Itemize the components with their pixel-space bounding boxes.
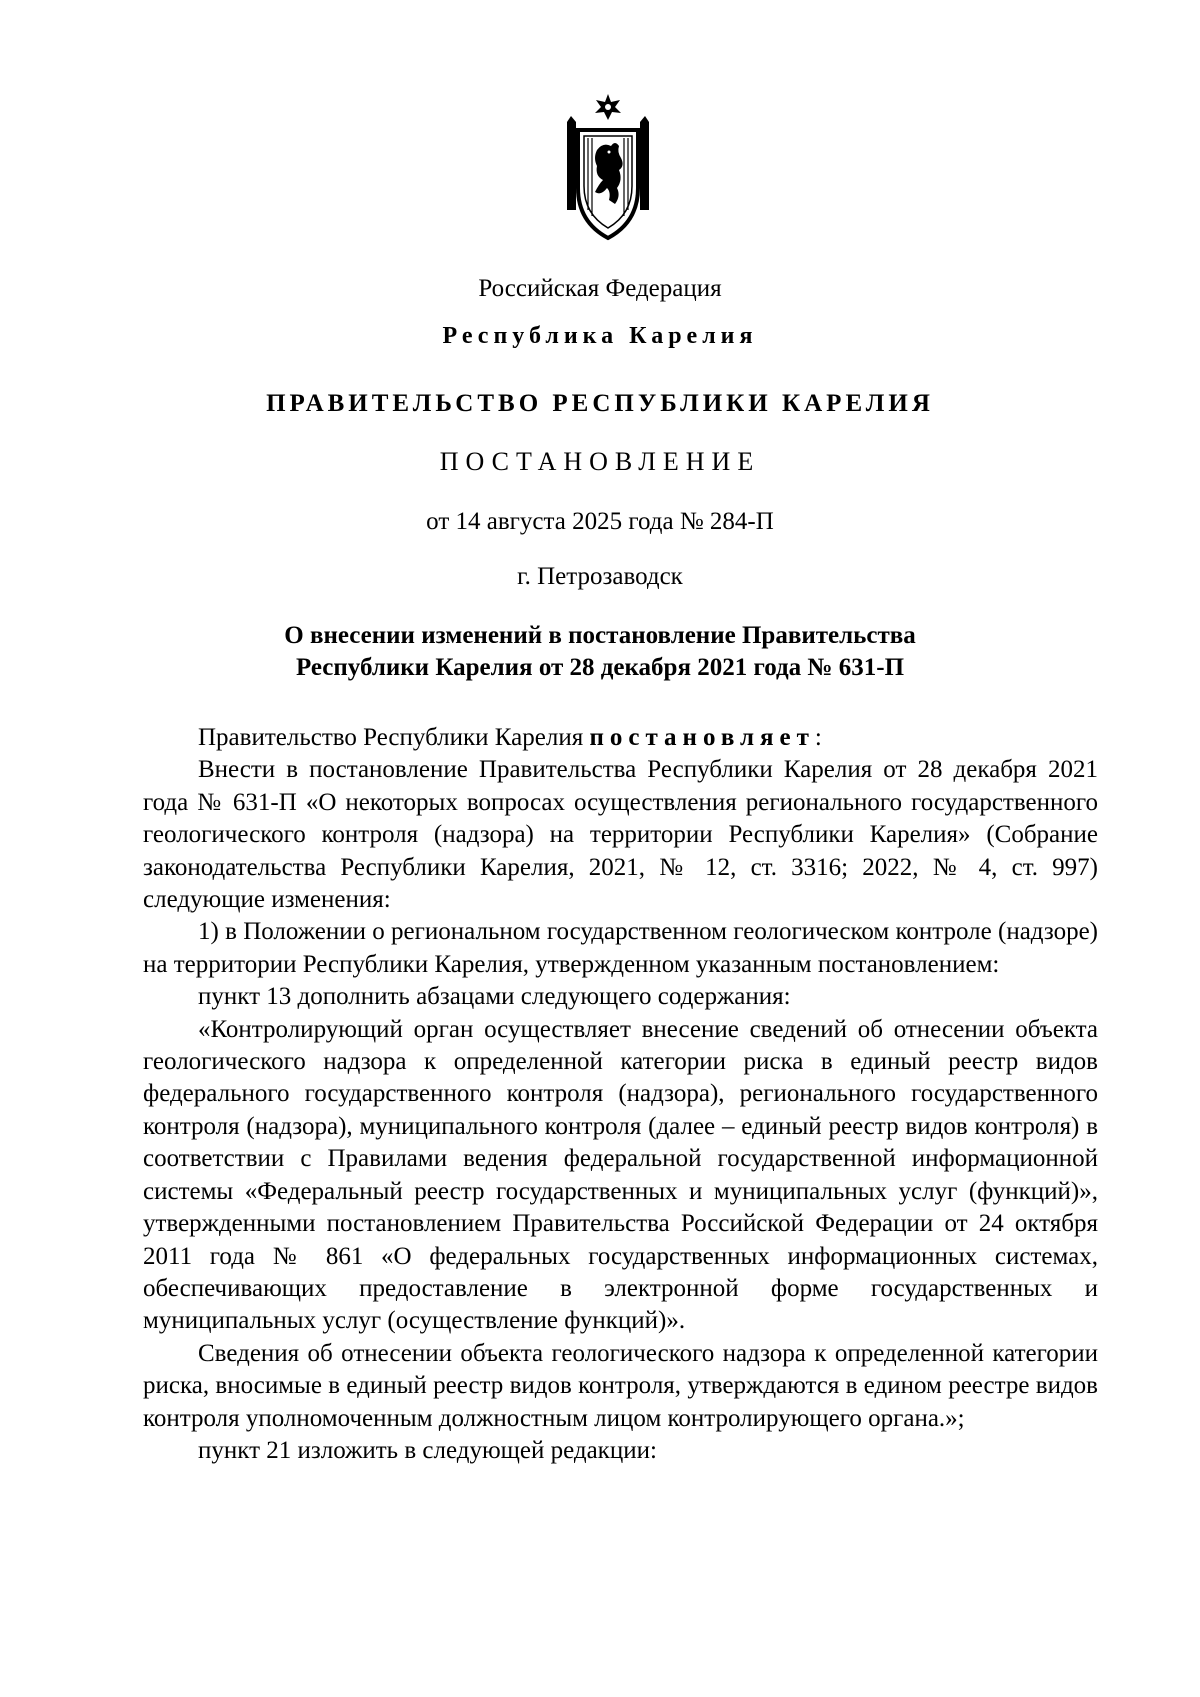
region-name: Республика Карелия	[442, 323, 758, 349]
body-paragraph-3: пункт 13 дополнить абзацами следующего содержания:	[198, 983, 791, 1011]
country-name: Российская Федерация	[478, 275, 722, 302]
document-title-line-2: Республики Карелия от 28 декабря 2021 года № 631-П	[295, 654, 905, 681]
document-type: ПОСТАНОВЛЕНИЕ	[439, 447, 761, 476]
coat-of-arms-icon	[565, 92, 651, 242]
decree-paragraph	[143, 722, 1098, 754]
body-paragraph-6: пункт 21 изложить в следующей редакции:	[198, 1436, 657, 1464]
document-body	[143, 722, 1098, 1467]
document-date-number: от 14 августа 2025 года № 284-П	[426, 508, 774, 535]
government-name: ПРАВИТЕЛЬСТВО РЕСПУБЛИКИ КАРЕЛИЯ	[266, 390, 934, 417]
decree-intro: Правительство Республики Карелия	[198, 724, 590, 751]
decree-verb: постановляет	[589, 724, 815, 751]
document-city: г. Петрозаводск	[517, 563, 683, 590]
body-paragraph-4: «Контролирующий орган осуществляет внесение сведений об отнесении объекта геологического надзора к определенной категории риска в единый реестр видов федерального государственного контроля (надзора), регионального государственного контроля (надзора), муниципального контроля (далее – единый реестр видов контроля) в соответствии с Правилами ведения федеральной государственной информационной системы «Федеральный реестр государственных и муниципальных услуг (функций)», утвержденными постановлением Правительства Российской Федерации от 24 октября 2011 года № 861 «О федеральных государственных информационных системах, обеспечивающих предоставление в электронной форме государственных и муниципальных услуг (осуществление функций)».	[143, 1015, 1098, 1335]
body-paragraph-2: 1) в Положении о региональном государственном геологическом контроле (надзоре) на территории Республики Карелия, утвержденном указанным постановлением:	[143, 918, 1098, 978]
body-paragraph-1: Внести в постановление Правительства Республики Карелия от 28 декабря 2021 года № 631-П «О некоторых вопросах осуществления регионального государственного геологического контроля (надзора) на территории Республики Карелия» (Собрание законодательства Республики Карелия, 2021, № 12, ст. 3316; 2022, № 4, ст. 997) следующие изменения:	[143, 756, 1098, 914]
document-title-line-1: О внесении изменений в постановление Правительства	[284, 622, 916, 649]
decree-colon: :	[814, 724, 822, 751]
body-paragraph-5: Сведения об отнесении объекта геологического надзора к определенной категории риска, вносимые в единый реестр видов контроля, утверждаются в едином реестре видов контроля уполномоченным должностным лицом контролирующего органа.»;	[143, 1339, 1098, 1432]
